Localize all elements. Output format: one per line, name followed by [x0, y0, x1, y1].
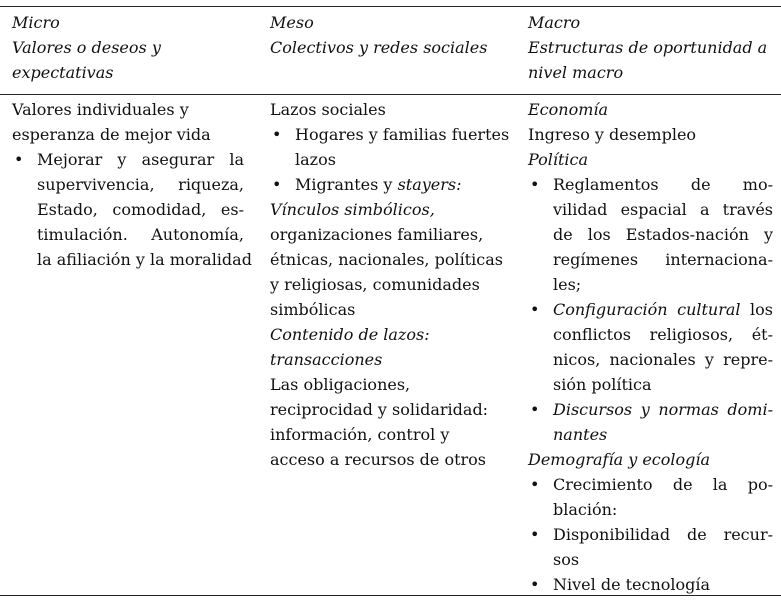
italic-text: Economía — [528, 100, 609, 119]
text-line — [553, 297, 773, 322]
paragraph — [270, 197, 502, 472]
italic-text: nantes — [553, 425, 608, 444]
bullet-item — [12, 147, 252, 272]
text: Reglamentos de mo- — [553, 175, 773, 194]
text-line — [528, 147, 773, 172]
text: organizaciones familiares, — [270, 225, 484, 244]
text: sión política — [553, 375, 652, 394]
text-line — [553, 347, 773, 372]
italic-text: Demografía y ecología — [528, 450, 711, 469]
text: lazos — [295, 150, 336, 169]
header-cell-meso — [258, 10, 516, 94]
column-subtitle: Colectivos y redes sociales — [270, 38, 488, 57]
text-line — [37, 222, 244, 247]
text: Disponibilidad de recur- — [553, 525, 773, 544]
text-line — [270, 97, 502, 122]
text-line — [553, 197, 773, 222]
body-cell-micro — [0, 97, 258, 597]
text: Crecimiento de la po- — [553, 475, 773, 494]
table-header-row — [0, 7, 781, 95]
paragraph — [12, 97, 244, 147]
text: blación: — [553, 500, 618, 519]
header-cell-macro — [516, 10, 781, 94]
text-line — [553, 472, 773, 497]
bullet-icon: • — [14, 150, 24, 169]
bullet-icon: • — [530, 400, 540, 419]
text: conflictos religiosos, ét- — [553, 325, 773, 344]
bullet-item — [270, 122, 510, 172]
bullet-icon: • — [272, 175, 282, 194]
text: la afiliación y la moralidad — [37, 250, 252, 269]
text: timulación. Autonomía, — [37, 225, 244, 244]
italic-text: Contenido de lazos: — [270, 325, 430, 344]
text: los — [740, 300, 773, 319]
bullet-item — [270, 172, 502, 197]
bullet-icon: • — [530, 525, 540, 544]
text: Mejorar y asegurar la — [37, 150, 244, 169]
text-line — [553, 172, 773, 197]
text-line — [270, 322, 502, 347]
text: étnicas, nacionales, políticas — [270, 250, 503, 269]
bullet-icon: • — [272, 125, 282, 144]
bullet-item — [528, 397, 773, 447]
text-line — [553, 397, 773, 422]
text-line — [553, 322, 773, 347]
text: información, control y — [270, 425, 450, 444]
text: regímenes internaciona- — [553, 250, 773, 269]
text-line — [553, 222, 773, 247]
text-line — [295, 147, 502, 172]
bullet-item — [528, 172, 773, 297]
bullet-icon: • — [530, 300, 540, 319]
text: nicos, nacionales y repre- — [553, 350, 773, 369]
text-line — [553, 522, 773, 547]
header-cell-micro — [0, 10, 258, 94]
text-line — [270, 347, 502, 372]
text-line — [528, 97, 773, 122]
italic-text: transacciones — [270, 350, 383, 369]
italic-text: Vínculos simbólicos, — [270, 200, 435, 219]
text-line — [270, 272, 502, 297]
text: supervivencia, riqueza, — [37, 175, 244, 194]
bullet-icon: • — [530, 175, 540, 194]
text-line — [528, 447, 773, 472]
text-line — [37, 147, 244, 172]
text: acceso a recursos de otros — [270, 450, 487, 469]
text-line — [270, 222, 502, 247]
column-title: Macro — [528, 13, 581, 32]
text-line — [528, 122, 773, 147]
text-line — [553, 372, 773, 397]
text-line — [295, 172, 502, 197]
body-cell-macro — [516, 97, 781, 597]
body-cell-meso — [258, 97, 516, 597]
text: reciprocidad y solidaridad: — [270, 400, 489, 419]
bullet-item — [528, 472, 773, 522]
text-line — [553, 272, 773, 297]
text-line — [270, 372, 502, 397]
text-line — [553, 572, 773, 597]
text: Migrantes y — [295, 175, 398, 194]
text-line — [12, 97, 244, 122]
text: Ingreso y desempleo — [528, 125, 697, 144]
text-line — [270, 297, 502, 322]
levels-table — [0, 6, 781, 596]
text: de los Estados-nación y — [553, 225, 773, 244]
bullet-item — [528, 522, 773, 572]
italic-text: Política — [528, 150, 589, 169]
text: Estado, comodidad, es- — [37, 200, 244, 219]
paragraph — [528, 97, 773, 172]
table-body-row — [0, 95, 781, 597]
text-line — [37, 197, 244, 222]
text-line — [553, 547, 773, 572]
text-line — [12, 122, 244, 147]
text: vilidad espacial a través — [553, 200, 773, 219]
column-title: Meso — [270, 13, 314, 32]
text-line — [553, 247, 773, 272]
text: y religiosas, comunidades — [270, 275, 480, 294]
text-line — [295, 122, 510, 147]
text-line — [553, 422, 773, 447]
column-subtitle: expectativas — [12, 63, 114, 82]
paragraph — [270, 97, 502, 122]
text: Las obligaciones, — [270, 375, 411, 394]
text: sos — [553, 550, 580, 569]
bullet-icon: • — [530, 475, 540, 494]
text-line — [37, 247, 252, 272]
italic-text: stayers: — [397, 175, 462, 194]
italic-text: Configuración cultural — [553, 300, 741, 319]
text: Valores individuales y — [12, 100, 189, 119]
text: simbólicas — [270, 300, 356, 319]
bullet-icon: • — [530, 575, 540, 594]
bullet-item — [528, 572, 773, 597]
paragraph — [528, 447, 773, 472]
bullet-item — [528, 297, 773, 397]
text: Nivel de tecnología — [553, 575, 711, 594]
column-subtitle: nivel macro — [528, 63, 624, 82]
text: les; — [553, 275, 582, 294]
text-line — [270, 422, 502, 447]
text-line — [270, 247, 502, 272]
text-line — [270, 397, 502, 422]
column-subtitle: Estructuras de oportunidad a — [528, 38, 768, 57]
text-line — [270, 197, 502, 222]
text: Hogares y familias fuertes — [295, 125, 510, 144]
column-subtitle: Valores o deseos y — [12, 38, 161, 57]
text-line — [270, 447, 502, 472]
column-title: Micro — [12, 13, 60, 32]
italic-text: Discursos y normas domi- — [553, 400, 773, 419]
text-line — [553, 497, 773, 522]
text: Lazos sociales — [270, 100, 386, 119]
text-line — [37, 172, 244, 197]
text: esperanza de mejor vida — [12, 125, 211, 144]
